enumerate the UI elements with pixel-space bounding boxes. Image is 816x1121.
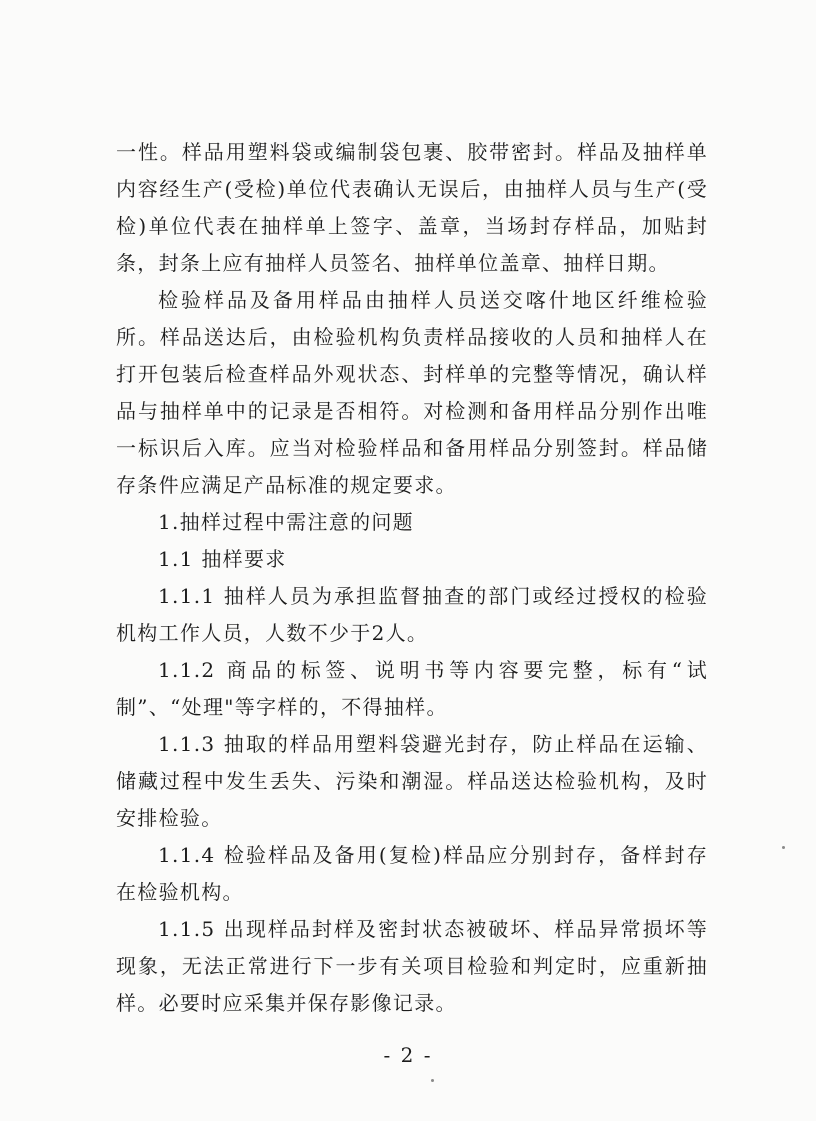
clause-1-1-1: 1.1.1 抽样人员为承担监督抽查的部门或经过授权的检验机构工作人员，人数不少于2人。 bbox=[116, 584, 708, 645]
paragraph-sealing-continuation: 一性。样品用塑料袋或编制袋包裹、胶带密封。样品及抽样单内容经生产(受检)单位代表确认无误后，由抽样人员与生产(受检)单位代表在抽样单上签字、盖章，当场封存样品，加贴封条，封条上应有抽样人员签名、抽样单位盖章、抽样日期。 bbox=[116, 140, 708, 275]
document-body bbox=[116, 134, 708, 1022]
section-heading-1: 1.抽样过程中需注意的问题 bbox=[158, 510, 414, 534]
clause-1-1-2: 1.1.2 商品的标签、说明书等内容要完整，标有“试制”、“处理"等字样的，不得抽样。 bbox=[116, 658, 708, 719]
section-heading-1-1: 1.1 抽样要求 bbox=[158, 547, 287, 571]
clause-1-1-3: 1.1.3 抽取的样品用塑料袋避光封存，防止样品在运输、储藏过程中发生丢失、污染和潮湿。样品送达检验机构，及时安排检验。 bbox=[116, 732, 708, 830]
scan-speck bbox=[782, 846, 785, 849]
page-number: - 2 - bbox=[383, 1043, 433, 1067]
clause-1-1-5: 1.1.5 出现样品封样及密封状态被破坏、样品异常损坏等现象，无法正常进行下一步有关项目检验和判定时，应重新抽样。必要时应采集并保存影像记录。 bbox=[116, 917, 708, 1015]
scan-speck bbox=[431, 1079, 434, 1082]
clause-1-1-4: 1.1.4 检验样品及备用(复检)样品应分别封存，备样封存在检验机构。 bbox=[116, 843, 708, 904]
paragraph-sample-delivery: 检验样品及备用样品由抽样人员送交喀什地区纤维检验所。样品送达后，由检验机构负责样品接收的人员和抽样人在打开包装后检查样品外观状态、封样单的完整等情况，确认样品与抽样单中的记录是否相符。对检测和备用样品分别作出唯一标识后入库。应当对检验样品和备用样品分别签封。样品储存条件应满足产品标准的规定要求。 bbox=[116, 288, 708, 497]
